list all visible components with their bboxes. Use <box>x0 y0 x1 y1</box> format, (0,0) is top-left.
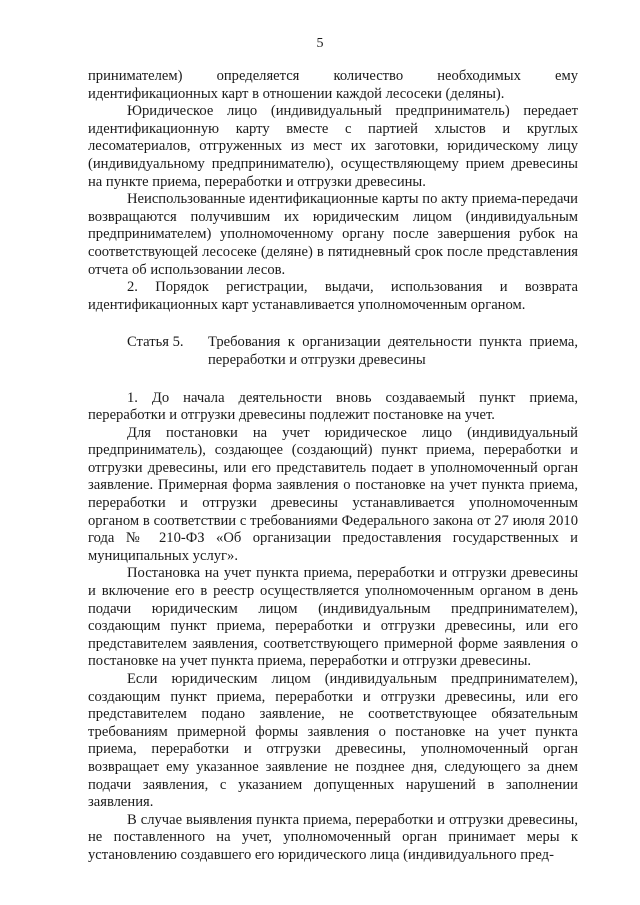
article-title: Требования к организации деятельности пункта приема, переработки и отгрузки древесины <box>208 334 578 368</box>
paragraph: 2. Порядок регистрации, выдачи, использования и возврата идентификационных карт устанавливается уполномоченным органом. <box>88 279 578 313</box>
document-body <box>88 68 578 865</box>
paragraph: Юридическое лицо (индивидуальный предприниматель) передает идентификационную карту вместе с партией хлыстов и круглых лесоматериалов, отгруженных из мест их заготовки, юридическому лицу (индивидуальному предпринимателю), осуществляющему прием древесины на пункте приема, переработки и отгрузки древесины. <box>88 103 578 190</box>
paragraph: 1. До начала деятельности вновь создаваемый пункт приема, переработки и отгрузки древесины подлежит постановке на учет. <box>88 389 578 424</box>
paragraph: Неиспользованные идентификационные карты по акту приема-передачи возвращаются получившим их юридическим лицом (индивидуальным предпринимателем) уполномоченному органу после завершения рубок на соответствующей лесосеке (деляне) в пятидневный срок после представления отчета об использовании лесов. <box>88 191 578 278</box>
paragraph: Постановка на учет пункта приема, переработки и отгрузки древесины и включение его в реестр осуществляется уполномоченным органом в день подачи юридическим лицом (индивидуальным предпринимателем), создающим пункт приема, переработки и отгрузки древесины, или его представителем заявления, соответствующего примерной форме заявления о постановке на учет пункта приема, переработки и отгрузки древесины. <box>88 565 578 670</box>
article-number: Статья 5. <box>127 334 184 351</box>
page-number: 5 <box>316 36 324 51</box>
paragraph: Для постановки на учет юридическое лицо (индивидуальный предприниматель), создающее (создающий) пункт приема, переработки и отгрузки древесины, или его представитель подает в уполномоченный орган заявление. Примерная форма заявления о постановке на учет пункта приема, переработки и отгрузки древесины устанавливается уполномоченным органом в соответствии с требованиями Федерального закона от 27 июля 2010 года № 210-ФЗ «Об организации предоставления государственных и муниципальных услуг». <box>88 424 578 564</box>
article-heading <box>88 334 578 369</box>
paragraph: В случае выявления пункта приема, переработки и отгрузки древесины, не поставленного на учет, уполномоченный орган принимает меры к установлению создавшего его юридического лица (индивидуального пред- <box>88 811 578 863</box>
paragraph: Если юридическим лицом (индивидуальным предпринимателем), создающим пункт приема, переработки и отгрузки древесины, или его представителем подано заявление, не соответствующее обязательным требованиям примерной формы заявления о постановке на учет пункта приема, переработки и отгрузки древесины, уполномоченный орган возвращает ему указанное заявление не позднее дня, следующего за днем подачи заявления, с указанием допущенных нарушений в заполнении заявления. <box>88 671 578 811</box>
paragraph: принимателем) определяется количество необходимых ему идентификационных карт в отношении каждой лесосеки (деляны). <box>88 68 578 102</box>
